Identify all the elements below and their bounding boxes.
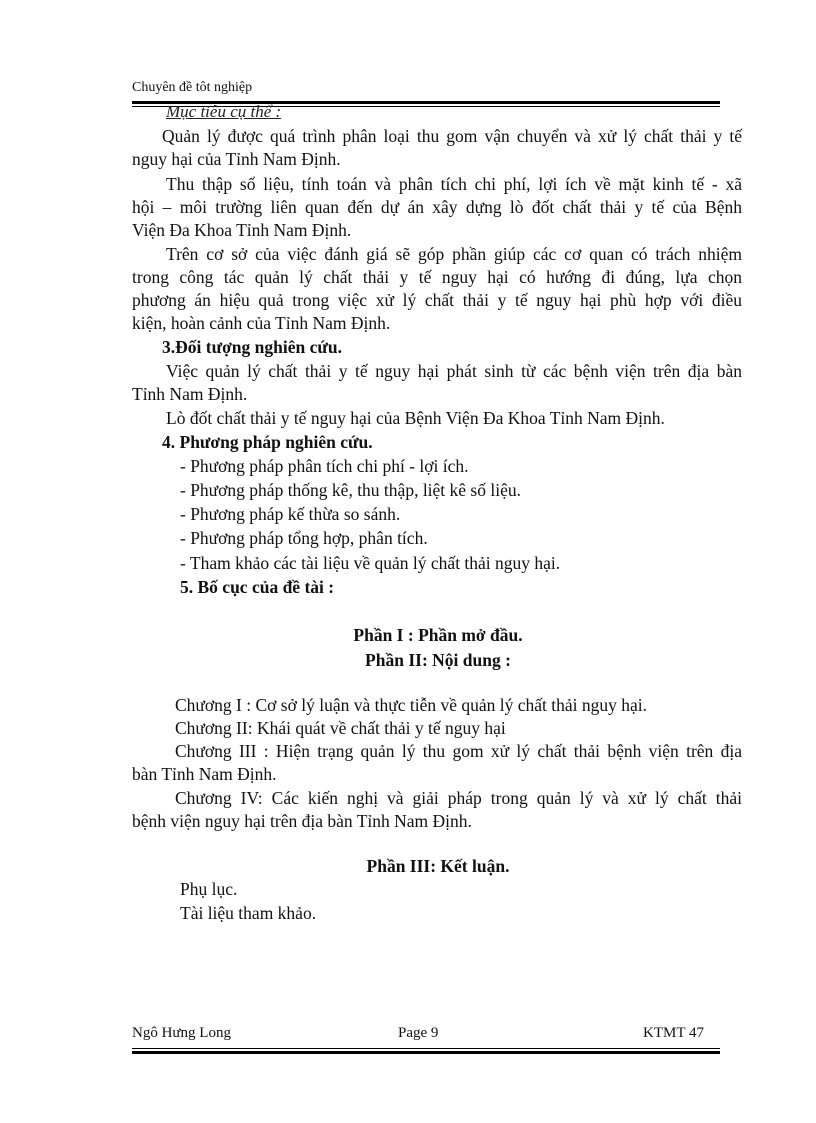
objectives-para3-line1: Trên cơ sở của việc đánh giá sẽ góp phần giúp các cơ quan có trách nhiệm: [166, 244, 742, 264]
section5-heading: 5. Bố cục của đề tài :: [180, 577, 335, 597]
objectives-para1-line1: Quản lý được quá trình phân loại thu gom vận chuyển và xử lý chất thải y tế: [162, 126, 742, 146]
objectives-para3-line4: kiện, hoàn cảnh của Tỉnh Nam Định.: [132, 313, 391, 333]
chapter4-line1: Chương IV: Các kiến nghị và giải pháp trong quản lý và xử lý chất thải: [175, 788, 742, 808]
method-item: - Phương pháp tổng hợp, phân tích.: [180, 528, 428, 548]
part2-title: Phần II: Nội dung :: [365, 650, 511, 670]
objectives-para2-line2: hội – môi trường liên quan đến dự án xây dựng lò đốt chất thải y tế của Bệnh: [132, 197, 742, 217]
objectives-para3-line3: phương án hiệu quả trong việc xử lý chất thải y tế nguy hại phù hợp với điều: [132, 290, 742, 310]
chapter1: Chương I : Cơ sở lý luận và thực tiễn về quản lý chất thải nguy hại.: [175, 695, 647, 715]
part3-title: Phần III: Kết luận.: [366, 856, 510, 876]
footer-rule-thick: [132, 1051, 720, 1054]
method-item: - Tham khảo các tài liệu về quản lý chất thải nguy hại.: [180, 553, 561, 573]
chapter2: Chương II: Khái quát về chất thải y tế nguy hại: [175, 718, 506, 738]
objectives-para3-line2: trong công tác quản lý chất thải y tế nguy hại có hướng đi đúng, lựa chọn: [132, 267, 742, 287]
footer-author: Ngô Hưng Long: [132, 1025, 231, 1041]
references: Tài liệu tham khảo.: [180, 903, 317, 923]
chapter3-line2: bàn Tỉnh Nam Định.: [132, 764, 277, 784]
section3-para1-line1: Việc quản lý chất thải y tế nguy hại phát sinh từ các bệnh viện trên địa bàn: [166, 361, 742, 381]
part1-title: Phần I : Phần mở đầu.: [353, 625, 523, 645]
chapter4-line2: bệnh viện nguy hại trên địa bàn Tỉnh Nam Định.: [132, 811, 472, 831]
section4-heading: 4. Phương pháp nghiên cứu.: [162, 432, 373, 452]
section3-para1-line2: Tỉnh Nam Định.: [132, 384, 248, 404]
objectives-para1-line2: nguy hại của Tỉnh Nam Định.: [132, 149, 341, 169]
chapter3-line1: Chương III : Hiện trạng quản lý thu gom xử lý chất thải bệnh viện trên địa: [175, 741, 742, 761]
footer-page-number: Page 9: [398, 1025, 439, 1041]
objectives-para2-line3: Viện Đa Khoa Tỉnh Nam Định.: [132, 220, 352, 240]
running-header: Chuyên đề tôt nghiệp: [132, 80, 253, 95]
appendix: Phụ lục.: [180, 879, 238, 899]
section3-heading: 3.Đối tượng nghiên cứu.: [162, 337, 342, 357]
method-item: - Phương pháp kế thừa so sánh.: [180, 504, 401, 524]
objectives-para2-line1: Thu thập số liệu, tính toán và phân tích chi phí, lợi ích về mặt kinh tế - xã: [166, 174, 742, 194]
footer-rule-thin: [132, 1048, 720, 1049]
section3-para2: Lò đốt chất thải y tế nguy hại của Bệnh Viện Đa Khoa Tỉnh Nam Định.: [166, 408, 665, 428]
method-item: - Phương pháp phân tích chi phí - lợi ích.: [180, 456, 469, 476]
method-item: - Phương pháp thống kê, thu thập, liệt kê số liệu.: [180, 480, 521, 500]
footer-class: KTMT 47: [643, 1025, 704, 1041]
objectives-heading: Mục tiêu cụ thể :: [166, 102, 282, 121]
